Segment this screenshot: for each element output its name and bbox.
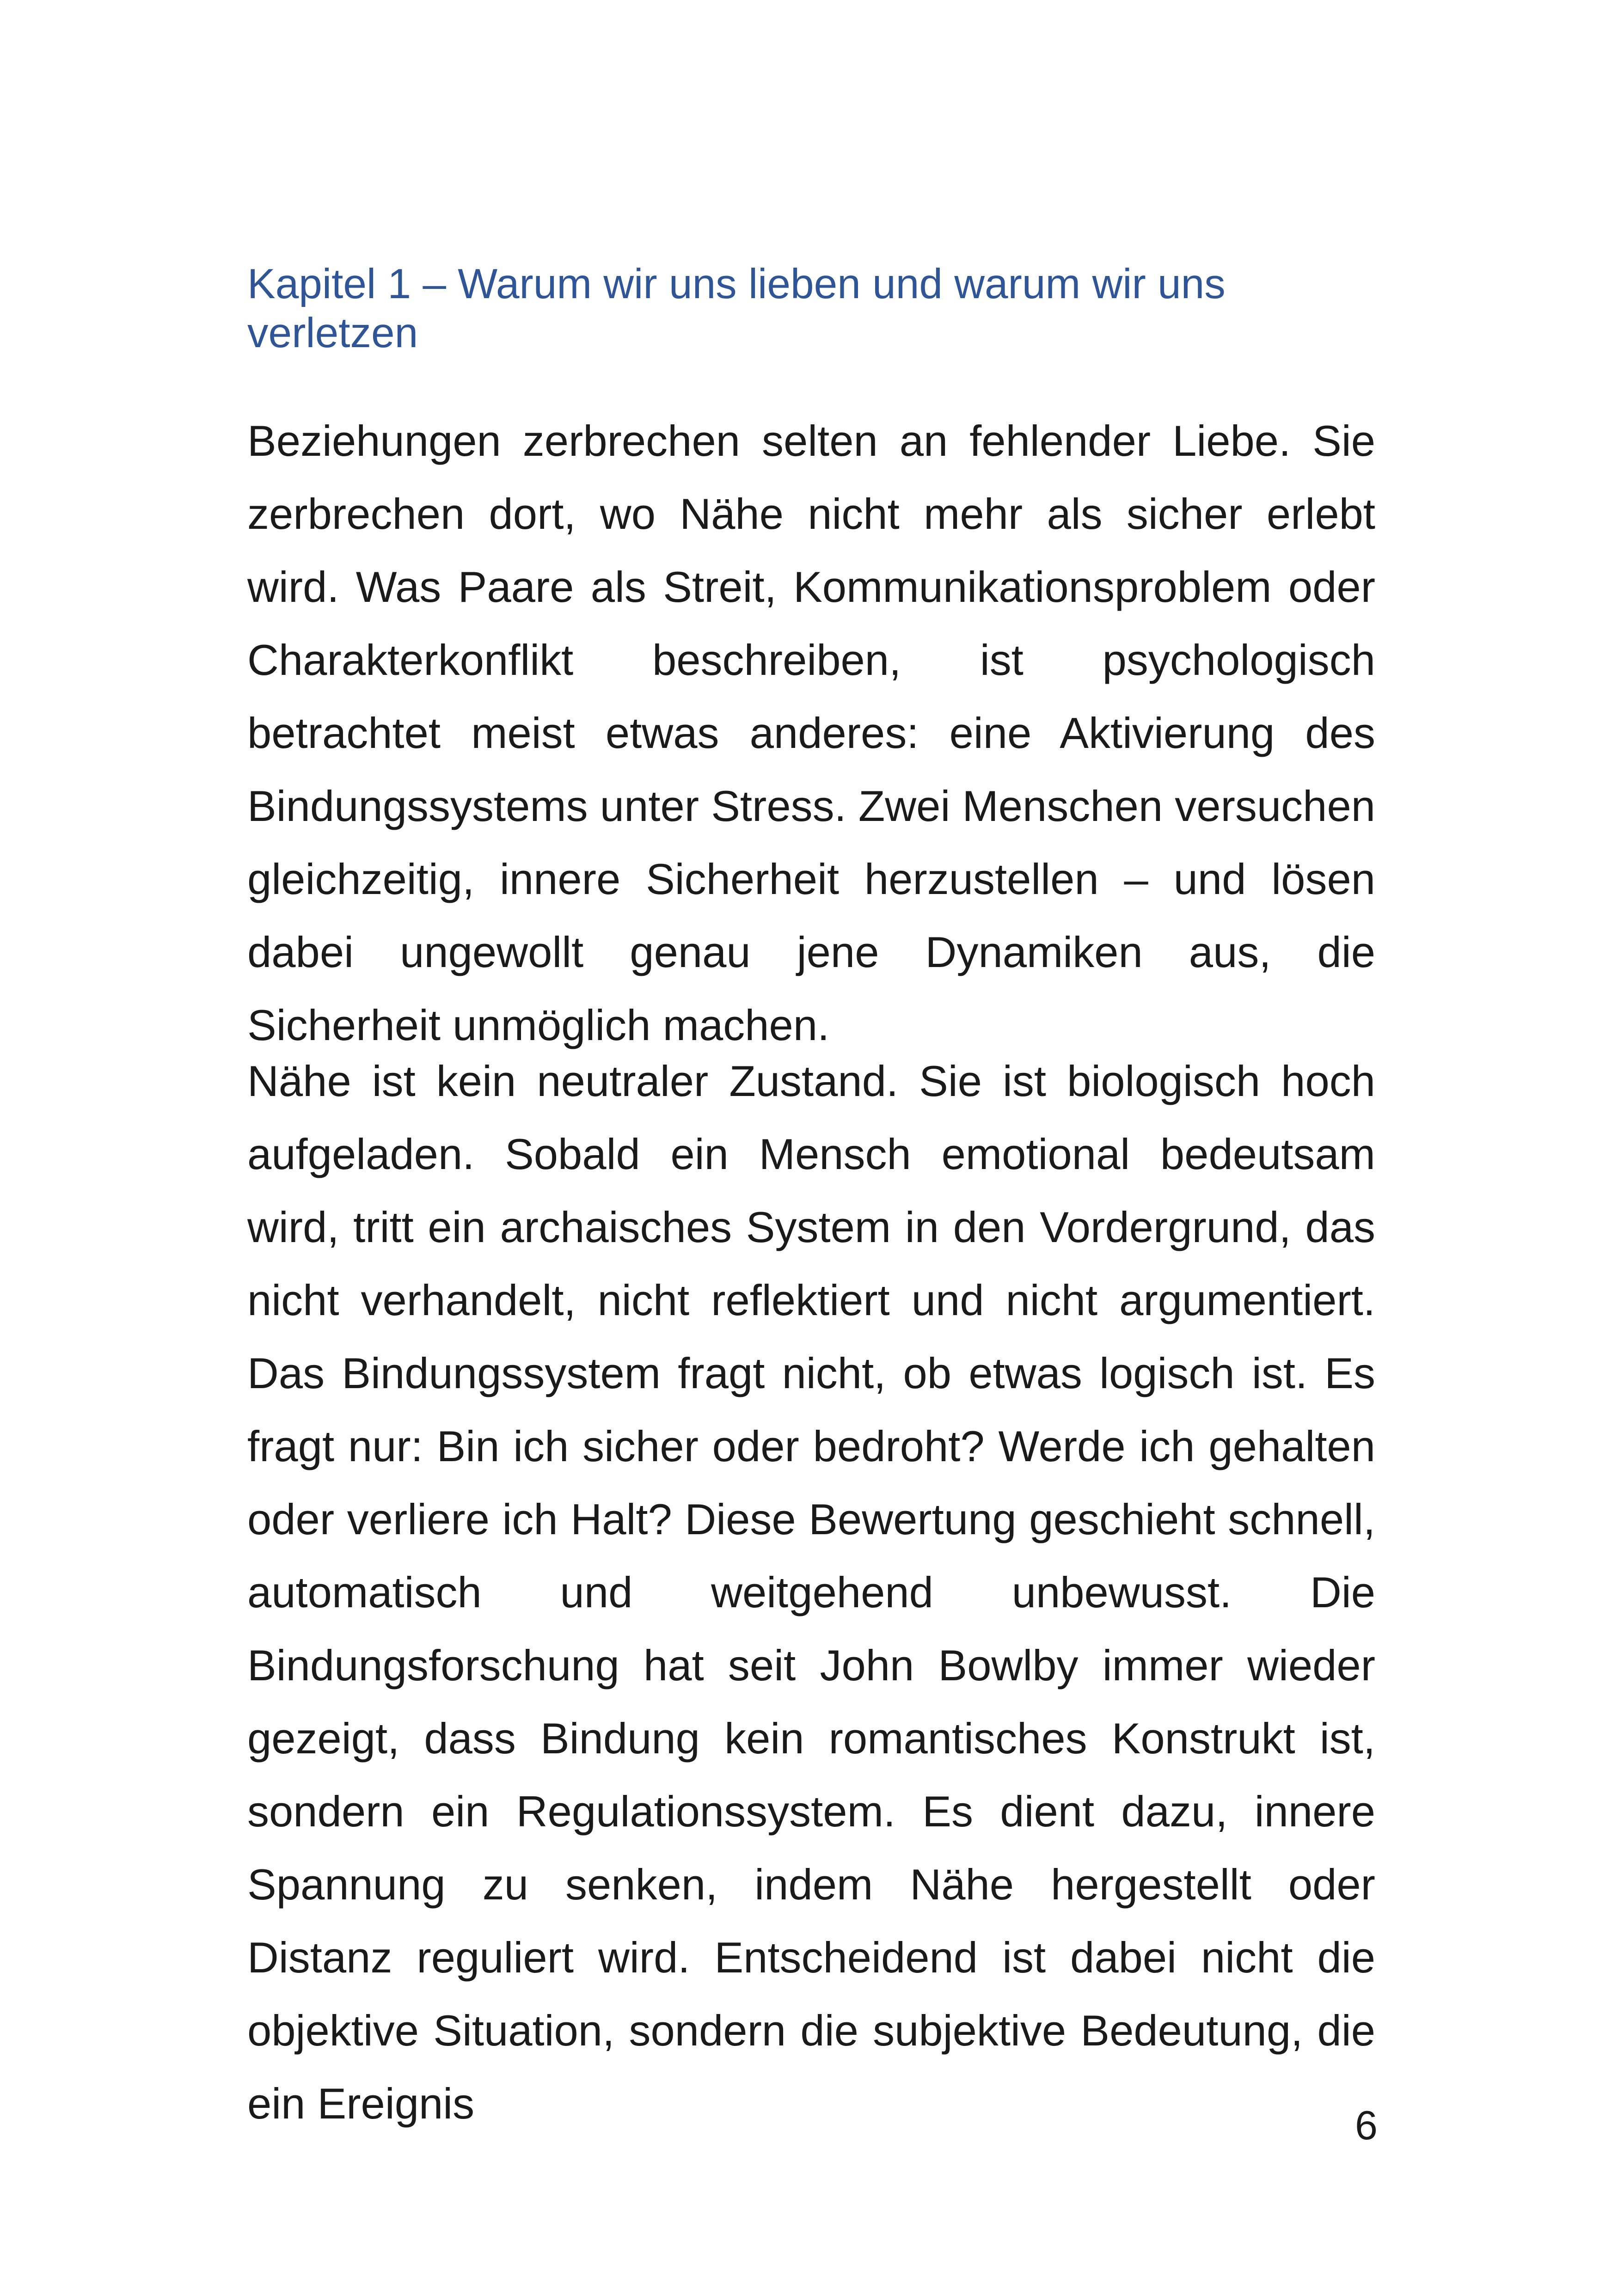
body-paragraph: Beziehungen zerbrechen selten an fehlender Liebe. Sie zerbrechen dort, wo Nähe nicht mehr als sicher erlebt wird. Was Paare als Streit, Kommunikationsproblem oder Charakterkonflikt beschreiben, ist psychologisch betrachtet meist etwas anderes: eine Aktivierung des Bindungssystems unter Stress. Zwei Menschen versuchen gleichzeitig, innere Sicherheit herzustellen – und lösen dabei ungewollt genau jene Dynamiken aus, die Sicherheit unmöglich machen. bbox=[247, 416, 1375, 1049]
body-paragraph: Nähe ist kein neutraler Zustand. Sie ist biologisch hoch aufgeladen. Sobald ein Mensch emotional bedeutsam wird, tritt ein archaisches System in den Vordergrund, das nicht verhandelt, nicht reflektiert und nicht argumentiert. Das Bindungssystem fragt nicht, ob etwas logisch ist. Es fragt nur: Bin ich sicher oder bedroht? Werde ich gehalten oder verliere ich Halt? Diese Bewertung geschieht schnell, automatisch und weitgehend unbewusst. Die Bindungsforschung hat seit John Bowlby immer wieder gezeigt, dass Bindung kein romantisches Konstrukt ist, sondern ein Regulationssystem. Es dient dazu, innere Spannung zu senken, indem Nähe hergestellt oder Distanz reguliert wird. Entscheidend ist dabei nicht die objektive Situation, sondern die subjektive Bedeutung, die ein Ereignis bbox=[247, 1057, 1375, 2128]
chapter-title: Kapitel 1 – Warum wir uns lieben und warum wir uns verletzen bbox=[247, 261, 1226, 356]
page-number: 6 bbox=[1355, 2102, 1378, 2148]
